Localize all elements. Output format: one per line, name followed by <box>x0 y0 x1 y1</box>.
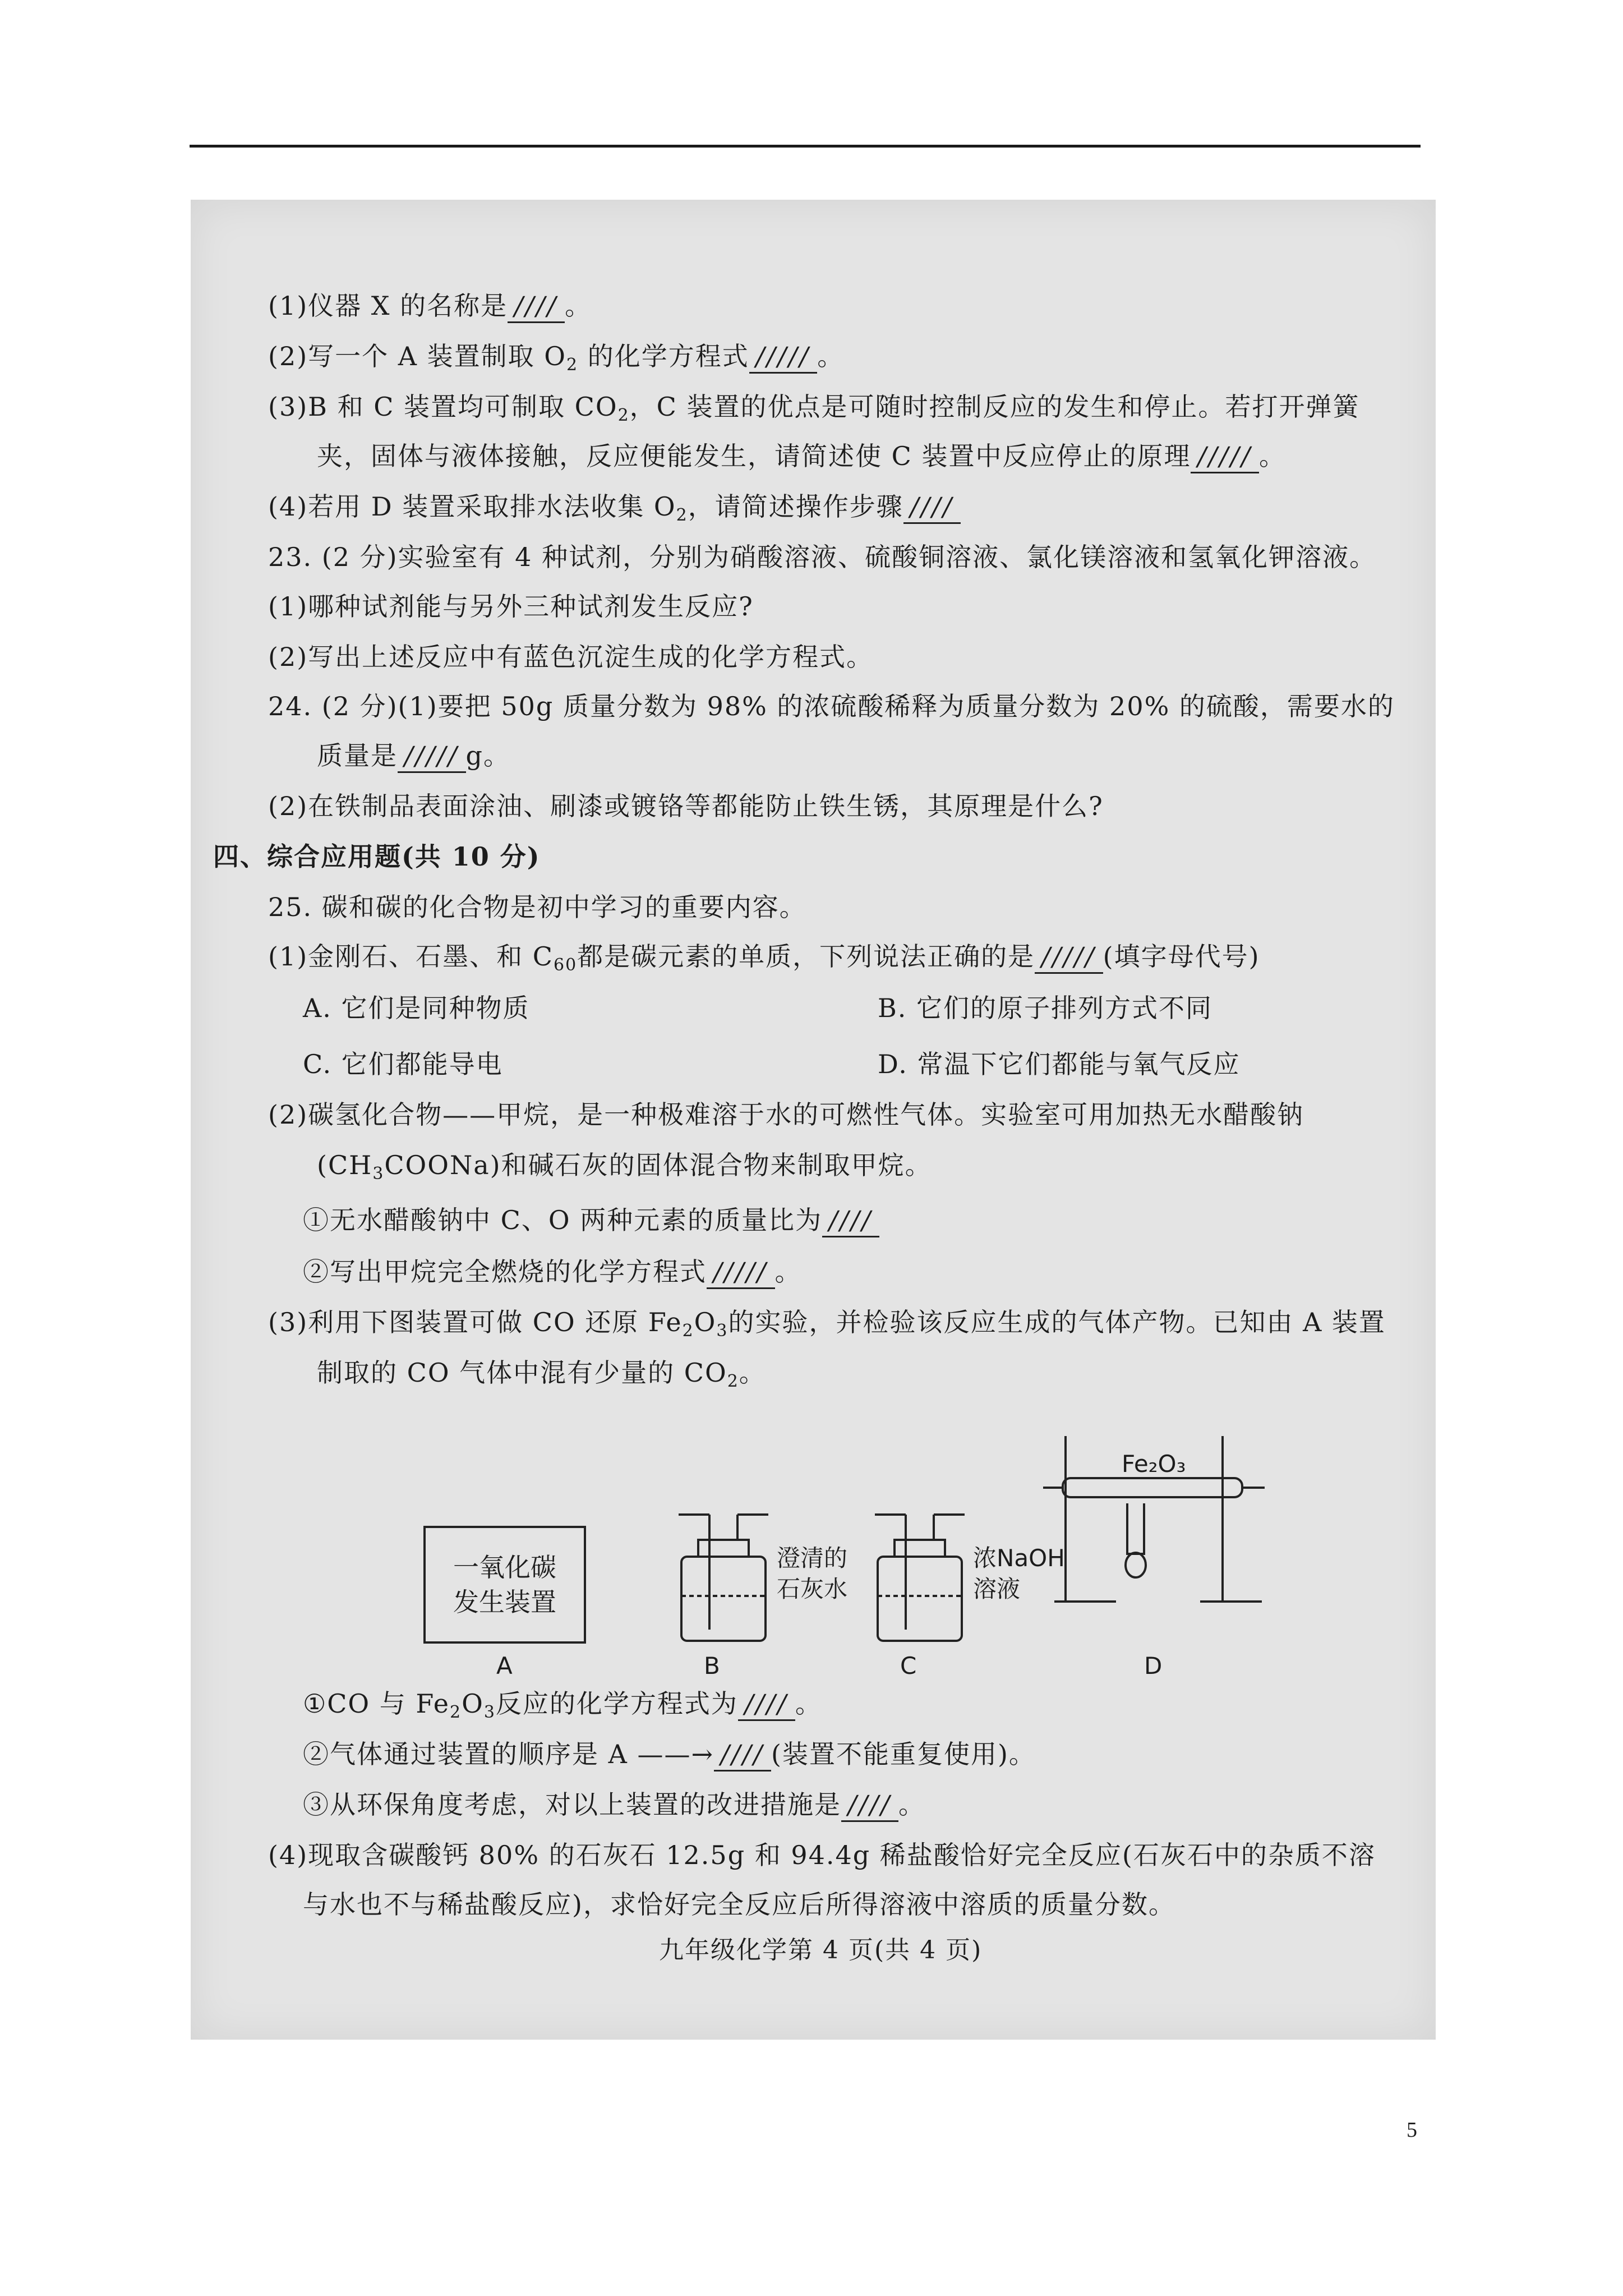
question-25-2: (2)碳氢化合物——甲烷，是一种极难溶于水的可燃性气体。实验室可用加热无水醋酸钠 <box>268 1099 1304 1130</box>
text: (填字母代号) <box>1103 941 1260 972</box>
subscript: 2 <box>450 1703 462 1722</box>
answer-blank: //// <box>841 1789 898 1822</box>
subscript: 60 <box>553 955 578 975</box>
subscript: 2 <box>682 1321 694 1341</box>
figure-letter-b: B <box>704 1652 720 1680</box>
bottle-c-label: 溶液 <box>973 1575 1021 1603</box>
question-23-2: (2)写出上述反应中有蓝色沉淀生成的化学方程式。 <box>268 642 874 672</box>
text: 反应的化学方程式为 <box>495 1688 738 1719</box>
fe2o3-label: Fe₂O₃ <box>1122 1450 1186 1478</box>
text: (装置不能重复使用)。 <box>771 1739 1036 1769</box>
question-25-3-i <box>303 1688 822 1721</box>
option-c: C. 它们都能导电 <box>303 1049 503 1079</box>
text: O <box>694 1307 717 1337</box>
text: 。 <box>739 1358 766 1388</box>
bottle-c-label: 浓NaOH <box>973 1544 1065 1572</box>
answer-blank: //// <box>714 1739 771 1772</box>
option-b: B. 它们的原子排列方式不同 <box>878 993 1213 1023</box>
question-24-2: (2)在铁制品表面涂油、刷漆或镀铬等都能防止铁生锈，其原理是什么? <box>268 791 1104 821</box>
text: (3)利用下图装置可做 CO 还原 Fe <box>268 1307 683 1337</box>
answer-blank: //// <box>738 1688 795 1721</box>
text: COONa)和碱石灰的固体混合物来制取甲烷。 <box>384 1150 932 1180</box>
text: (2)写一个 A 装置制取 O <box>268 341 566 371</box>
answer-blank: ///// <box>749 341 818 374</box>
text: 。 <box>795 1688 822 1719</box>
text: 。 <box>774 1257 802 1287</box>
text: ③从环保角度考虑，对以上装置的改进措施是 <box>303 1789 841 1820</box>
figure-label: 一氧化碳 <box>453 1552 556 1582</box>
text: ，请简述操作步骤 <box>688 491 903 522</box>
bottle-b-label: 石灰水 <box>777 1575 848 1603</box>
subscript: 2 <box>676 505 688 525</box>
option-a: A. 它们是同种物质 <box>303 993 530 1023</box>
question-25-4: (4)现取含碳酸钙 80% 的石灰石 12.5g 和 94.4g 稀盐酸恰好完全反应(石灰石中的杂质不溶 <box>268 1840 1376 1870</box>
answer-blank: //// <box>822 1205 879 1237</box>
subscript: 2 <box>727 1372 739 1391</box>
question-25-3-ii <box>303 1739 1036 1772</box>
answer-blank: //// <box>508 291 565 323</box>
text: 质量是 <box>317 740 398 771</box>
answer-blank: ///// <box>1191 441 1259 473</box>
subscript: 3 <box>372 1164 385 1184</box>
bottle-b-label: 澄清的 <box>777 1544 848 1572</box>
text: 。 <box>898 1789 925 1820</box>
text: 制取的 CO 气体中混有少量的 CO <box>317 1358 727 1388</box>
subscript: 3 <box>716 1321 728 1341</box>
text: ②气体通过装置的顺序是 A ——→ <box>303 1739 714 1769</box>
page-footer: 九年级化学第 4 页(共 4 页) <box>659 1936 983 1964</box>
question-25-3-iii <box>303 1789 925 1822</box>
section-heading: 四、综合应用题(共 10 分) <box>213 841 541 872</box>
answer-blank: ///// <box>1035 941 1103 974</box>
figure-letter-a: A <box>496 1652 513 1680</box>
figure-letter-d: D <box>1144 1652 1163 1680</box>
text: (1)金刚石、石墨、和 C <box>268 941 554 972</box>
gas-washing-bottle-b <box>679 1515 768 1641</box>
subscript: 2 <box>617 406 630 425</box>
text: (CH <box>317 1150 373 1180</box>
text: ①CO 与 Fe <box>303 1688 450 1719</box>
answer-blank: ///// <box>707 1257 775 1289</box>
text: 夹，固体与液体接触，反应便能发生，请简述使 C 装置中反应停止的原理 <box>317 441 1191 471</box>
text: 。 <box>565 291 592 321</box>
text: (4)若用 D 装置采取排水法收集 O <box>268 491 676 522</box>
text: 。 <box>817 341 845 371</box>
question-25: 25. 碳和碳的化合物是初中学习的重要内容。 <box>268 892 806 922</box>
text: ，C 装置的优点是可随时控制反应的发生和停止。若打开弹簧 <box>629 392 1360 422</box>
text: ②写出甲烷完全燃烧的化学方程式 <box>303 1257 707 1287</box>
subscript: 3 <box>483 1703 496 1722</box>
text: 的化学方程式 <box>587 341 749 371</box>
subscript: 2 <box>566 355 579 375</box>
question-23: 23. (2 分)实验室有 4 种试剂，分别为硝酸溶液、硫酸铜溶液、氯化镁溶液和氢氧化钾溶液。 <box>268 542 1377 572</box>
text: 的实验，并检验该反应生成的气体产物。已知由 A 装置 <box>728 1307 1386 1337</box>
figure-letter-c: C <box>900 1652 917 1680</box>
text: ①无水醋酸钠中 C、O 两种元素的质量比为 <box>303 1205 823 1235</box>
answer-blank: //// <box>903 491 961 524</box>
gas-washing-bottle-c <box>875 1515 965 1641</box>
question-25-4-b: 与水也不与稀盐酸反应)，求恰好完全反应后所得溶液中溶质的质量分数。 <box>303 1889 1175 1920</box>
answer-blank: ///// <box>398 740 466 773</box>
question-23-1: (1)哪种试剂能与另外三种试剂发生反应? <box>268 591 754 622</box>
question-24: 24. (2 分)(1)要把 50g 质量分数为 98% 的浓硫酸稀释为质量分数为 20% 的硫酸，需要水的 <box>268 691 1395 721</box>
text: (3)B 和 C 装置均可制取 CO <box>268 392 618 422</box>
option-d: D. 常温下它们都能与氧气反应 <box>878 1049 1241 1079</box>
text: (1)仪器 X 的名称是 <box>268 291 508 321</box>
text: g。 <box>465 740 510 771</box>
text: 都是碳元素的单质，下列说法正确的是 <box>577 941 1035 972</box>
text: 。 <box>1258 441 1286 471</box>
text: O <box>462 1688 484 1719</box>
page-number: 5 <box>1407 2118 1417 2142</box>
figure-label: 发生装置 <box>453 1587 556 1617</box>
